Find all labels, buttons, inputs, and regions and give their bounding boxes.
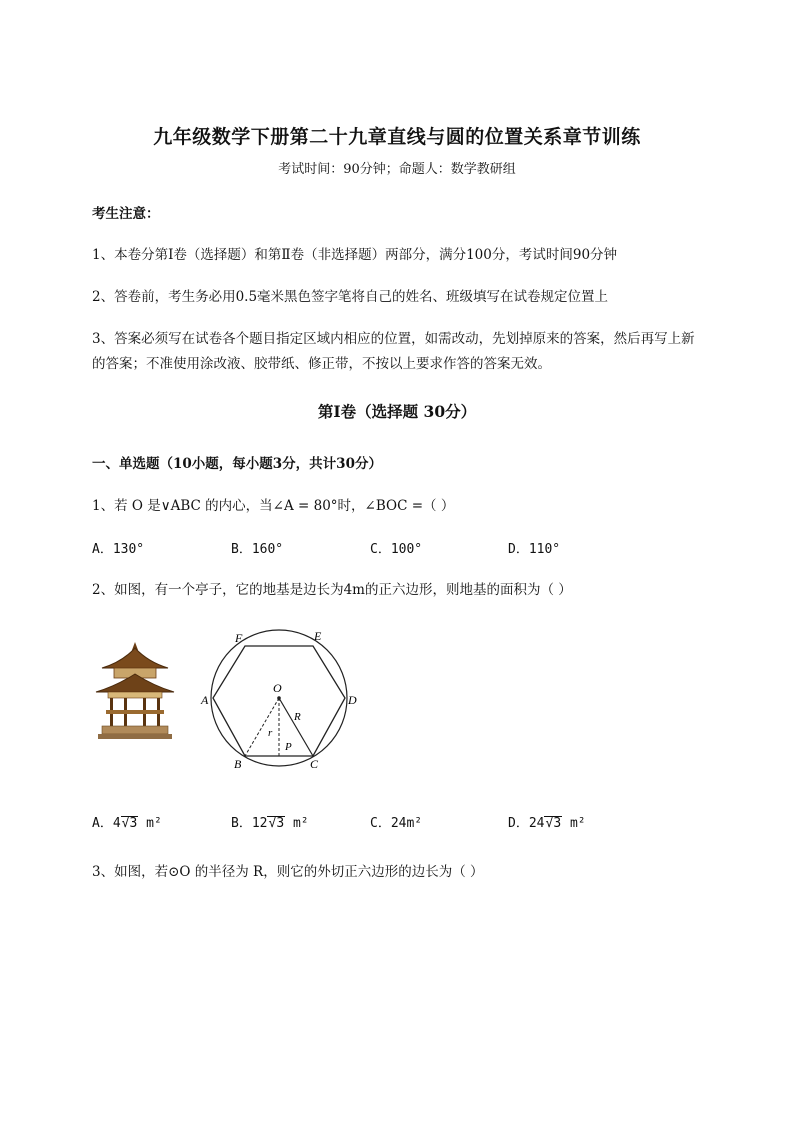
question-1-stem: 1、若 O 是∨ABC 的内心，当∠A = 80°时，∠BOC =（ ） <box>92 498 455 514</box>
section-title: 第I卷（选择题 30分） <box>317 402 477 421</box>
q2-option-d[interactable] <box>508 812 586 831</box>
notice-item-2: 2、答卷前，考生务必用0.5毫米黑色签字笔将自己的姓名、班级填写在试卷规定位置上 <box>92 289 609 305</box>
q2-option-b[interactable] <box>231 812 309 831</box>
q2-option-d-sqrt: √3 <box>545 816 562 831</box>
label-r-small: r <box>268 727 273 739</box>
label-b: B <box>234 757 242 771</box>
hexagon-figure <box>198 624 364 772</box>
notice-item-3: 3、答案必须写在试卷各个题目指定区域内相应的位置，如需改动，先划掉原来的答案，然后再写上新 <box>92 331 695 347</box>
page-subtitle: 考试时间：90分钟；命题人：数学教研组 <box>278 162 516 177</box>
notice-item-3-cont: 的答案；不准使用涂改液、胶带纸、修正带，不按以上要求作答的答案无效。 <box>92 356 551 372</box>
notice-item-1: 1、本卷分第I卷（选择题）和第Ⅱ卷（非选择题）两部分，满分100分，考试时间90分钟 <box>92 247 618 263</box>
q2-option-a-coef: A．4 <box>92 816 121 831</box>
label-o: O <box>273 681 282 695</box>
part-heading: 一、单选题（10小题，每小题3分，共计30分） <box>92 456 382 472</box>
q1-option-b[interactable]: B．160° <box>231 542 284 557</box>
pavilion-image <box>94 640 176 740</box>
q1-option-d[interactable]: D．110° <box>508 542 561 557</box>
q2-option-a-sqrt: √3 <box>121 816 138 831</box>
q2-option-d-unit: m² <box>569 816 586 831</box>
q2-option-a[interactable] <box>92 812 162 831</box>
label-f: F <box>235 631 243 645</box>
label-a: A <box>201 693 209 707</box>
q1-option-c[interactable]: C．100° <box>370 542 423 557</box>
label-e: E <box>314 629 322 643</box>
label-c: C <box>310 757 319 771</box>
q2-option-b-coef: B．12 <box>231 816 268 831</box>
q1-option-a[interactable]: A．130° <box>92 542 145 557</box>
q2-option-a-unit: m² <box>146 816 162 831</box>
question-3-stem: 3、如图，若⊙O 的半径为 R，则它的外切正六边形的边长为（ ） <box>92 864 484 880</box>
notice-heading: 考生注意： <box>92 206 160 222</box>
q2-option-d-coef: D．24 <box>508 816 545 831</box>
label-p: P <box>285 741 292 753</box>
q2-option-b-unit: m² <box>292 816 309 831</box>
q2-option-c[interactable]: C．24m² <box>370 816 423 831</box>
q2-option-b-sqrt: √3 <box>268 816 285 831</box>
label-d: D <box>348 693 357 707</box>
page-title: 九年级数学下册第二十九章直线与圆的位置关系章节训练 <box>153 126 641 148</box>
question-2-stem: 2、如图，有一个亭子，它的地基是边长为4m的正六边形，则地基的面积为（ ） <box>92 582 572 598</box>
label-r-big: R <box>294 711 301 723</box>
